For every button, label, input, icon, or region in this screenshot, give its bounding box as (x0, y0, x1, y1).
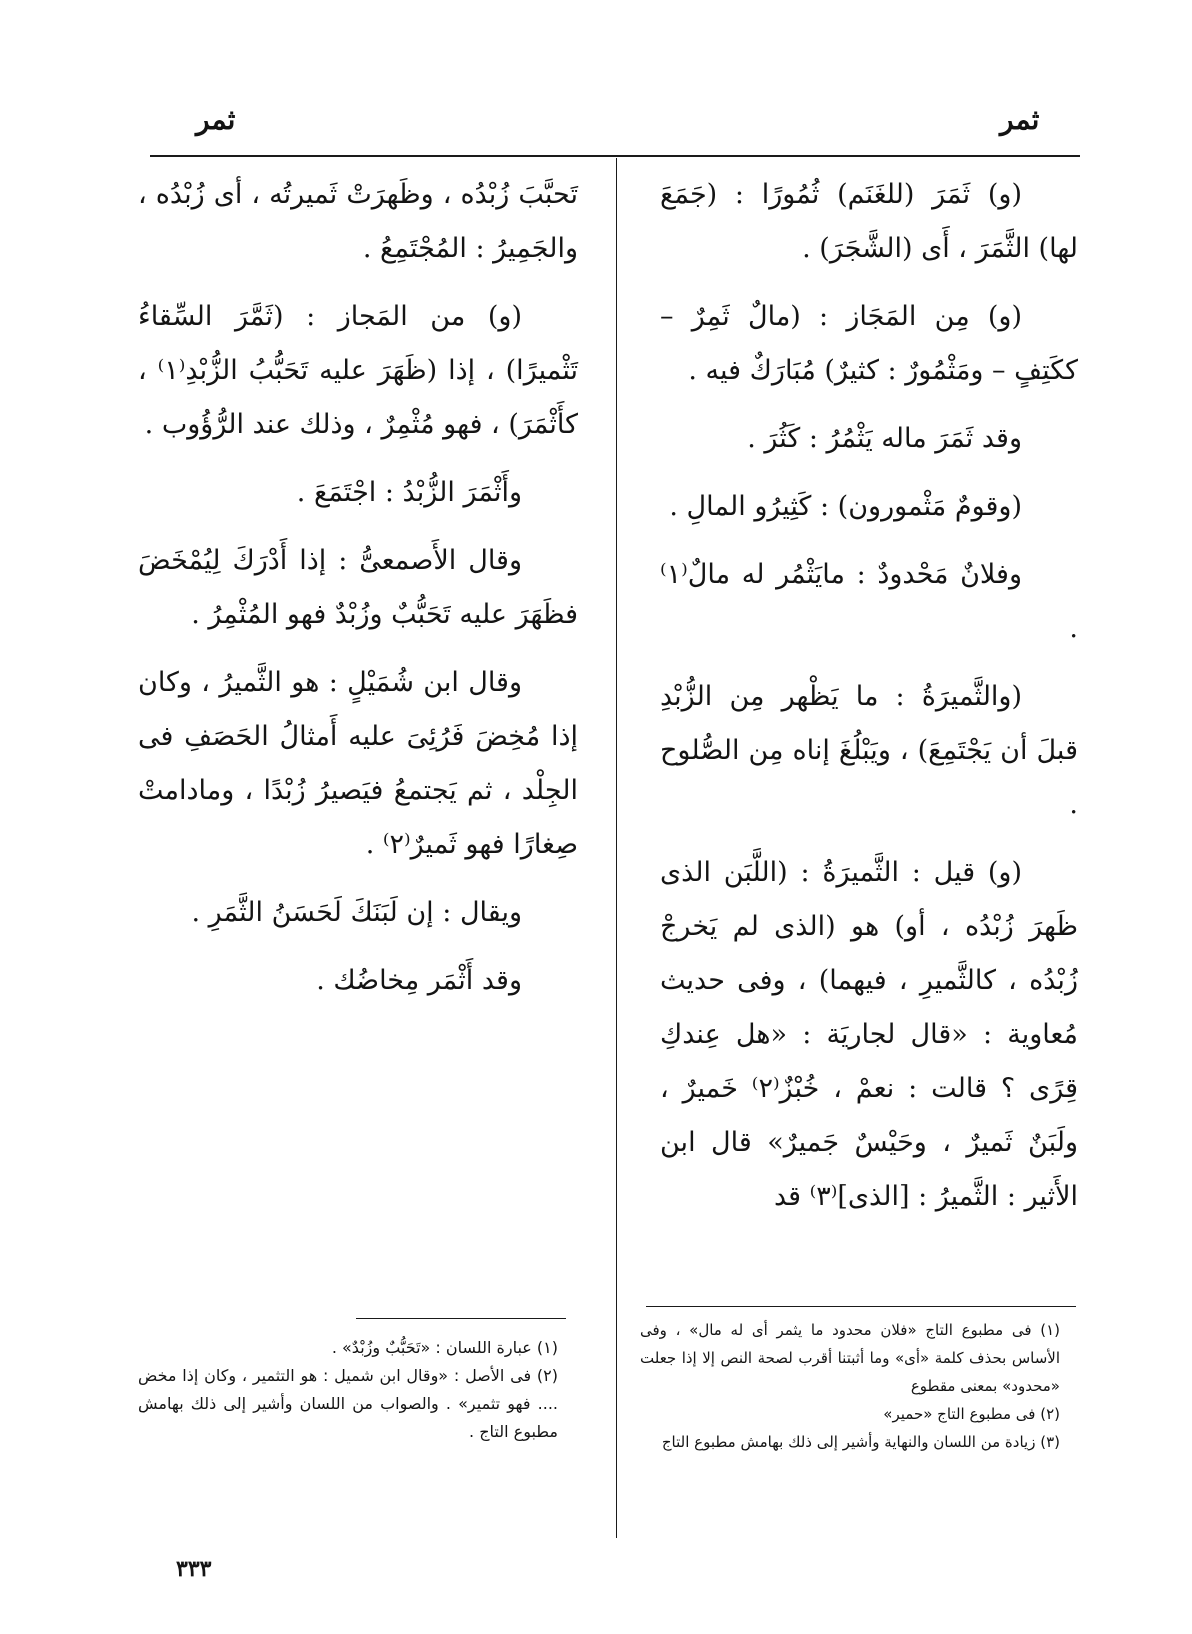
paragraph: (والثَّميرَةُ : ما يَظْهر مِن الزُّبْدِ قبلَ أن يَجْتَمِعَ) ، ويَبْلُغَ إناه مِن الصُّلوح . (660, 681, 1078, 820)
header-entry-word-left: ثمر (196, 103, 236, 136)
paragraph: وقد ثَمَرَ ماله يَثْمُرُ : كَثُرَ . (747, 423, 1022, 454)
paragraph: وقد أَثْمَر مِخاضُك . (316, 965, 522, 996)
paragraph: ويقال : إن لَبَنَكَ لَحَسَنُ الثَّمَرِ . (191, 897, 522, 928)
paragraph: تَحبَّبَ زُبْدُه ، وظَهرَتْ ثَميرتُه ، أى زُبْدُه ، والجَمِيرُ : المُجْتَمِعُ . (138, 179, 578, 264)
paragraph: (و) من المَجاز : (ثَمَّرَ السِّقاءُ تَثْميرًا) ، إذا (ظَهَرَ عليه تَحَبُّبُ الزُّبْدِ⁽١⁾ ، كأَثْمَرَ) ، فهو مُثْمِرٌ ، وذلك عند الرُّؤُوب . (138, 301, 579, 440)
paragraph: (و) ثَمَرَ (للغَنَم) ثُمُورًا : (جَمَعَ لها) الثَّمَرَ ، أَى (الشَّجَرَ) . (660, 179, 1078, 264)
footnote-rule-left (356, 1318, 566, 1319)
paragraph: (و) قيل : الثَّميرَةُ : (اللَّبَن الذى ظَهرَ زُبْدُه ، أو) هو (الذى لم يَخرجْ زُبْدُه ، كالثَّميرِ ، فيهما) ، وفى حديث مُعاوية : «قال لجاريَة : «هل عِندكِ قِرًى ؟ قالت : نعمْ ، خُبْزٌ⁽٢⁾ خَميرٌ ، ولَبَنٌ ثَميرٌ ، وحَيْسٌ جَميرٌ» قال ابن الأَثير : الثَّميرُ : [الذى]⁽٣⁾ قد (660, 857, 1078, 1212)
page-number: ٣٣٣ (176, 1556, 212, 1582)
paragraph: وقال الأَصمعىُّ : إذا أَدْرَكَ لِيُمْخَضَ فظَهَرَ عليه تَحَبُّبٌ وزُبْدٌ فهو المُثْمِرُ . (138, 545, 578, 630)
footnote: (٢) فى مطبوع التاج «حمير» (883, 1405, 1060, 1423)
paragraph: (وقومٌ مَثْمورون) : كَثِيرُو المالِ . (669, 491, 1022, 522)
left-column (138, 168, 578, 1022)
header-entry-word-right: ثمر (1000, 103, 1040, 136)
footnote: (١) فى مطبوع التاج «فلان محدود ما يثمر أى له مال» ، وفى الأساس بحذف كلمة «أى» وما أثبتنا أقرب لصحة النص إلا إذا جعلت «محدود» بمعنى مقطوع (640, 1321, 1060, 1395)
paragraph: وفلانٌ مَحْدودٌ : مايَثْمُر له مالٌ⁽١⁾ . (660, 559, 1078, 644)
paragraph: وأَثْمَرَ الزُّبْدُ : اجْتَمَعَ . (296, 477, 522, 508)
header-rule (150, 155, 1080, 157)
footnotes-right (640, 1316, 1060, 1456)
footnote: (٣) زيادة من اللسان والنهاية وأشير إلى ذلك بهامش مطبوع التاج (661, 1433, 1060, 1451)
right-column (660, 168, 1078, 1238)
footnotes-left (138, 1334, 558, 1446)
paragraph: وقال ابن شُمَيْلٍ : هو الثَّميرُ ، وكان إذا مُخِضَ فَرُئِىَ عليه أَمثالُ الحَصَفِ فى الجِلْد ، ثم يَجتمعُ فيَصيرُ زُبْدًا ، ومادامتْ صِغارًا فهو ثَميرٌ⁽٢⁾ . (138, 667, 578, 860)
column-divider (616, 158, 617, 1538)
footnote-rule-right (646, 1306, 1076, 1307)
footnote: (٢) فى الأصل : «وقال ابن شميل : هو التثمير ، وكان إذا مخض .... فهو تثمير» . والصواب من اللسان وأشير إلى ذلك بهامش مطبوع التاج . (138, 1366, 558, 1441)
paragraph: (و) مِن المَجَاز : (مالٌ ثَمِرٌ – ككَتِفٍ – ومَثْمُورٌ : كثيرٌ) مُبَارَكٌ فيه . (660, 301, 1078, 386)
footnote: (١) عبارة اللسان : «تَحَبُّبٌ وزُبْدٌ» . (331, 1338, 558, 1357)
